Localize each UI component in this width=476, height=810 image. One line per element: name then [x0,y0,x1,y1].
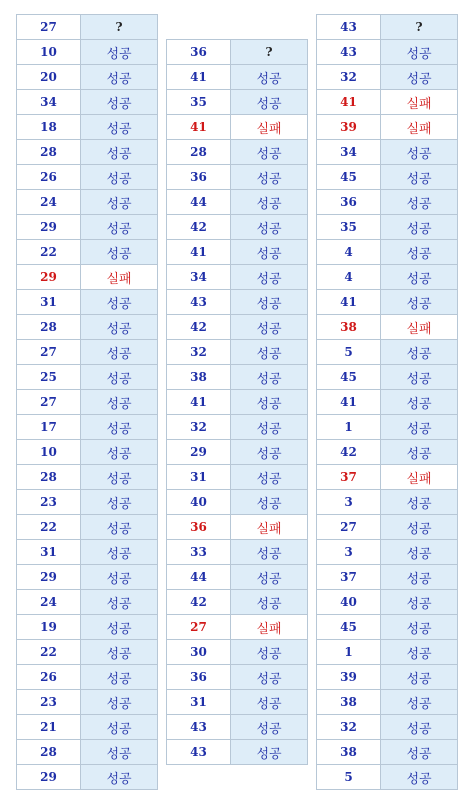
table-row [167,215,308,240]
success-result-cell: 성공 [81,440,158,465]
number-cell: 22 [17,640,81,665]
unknown-result-cell: ? [81,15,158,40]
fail-result-cell: 실패 [381,90,458,115]
table-row [317,390,458,415]
table-row [17,290,158,315]
number-cell: 4 [317,265,381,290]
number-cell: 38 [317,740,381,765]
number-cell: 27 [167,615,231,640]
success-result-cell: 성공 [81,465,158,490]
success-result-cell: 성공 [381,590,458,615]
number-cell: 28 [17,315,81,340]
success-result-cell: 성공 [81,365,158,390]
number-cell: 29 [17,215,81,240]
table-row [17,140,158,165]
number-cell: 10 [17,440,81,465]
success-result-cell: 성공 [81,290,158,315]
number-cell: 36 [167,165,231,190]
success-result-cell: 성공 [231,190,308,215]
table-row [317,765,458,790]
success-result-cell: 성공 [81,540,158,565]
number-cell: 28 [17,740,81,765]
number-cell: 3 [317,540,381,565]
fail-result-cell: 실패 [81,265,158,290]
number-cell: 28 [17,140,81,165]
table-row [17,90,158,115]
table-row [167,565,308,590]
table-row [17,765,158,790]
number-cell: 41 [167,115,231,140]
success-result-cell: 성공 [381,190,458,215]
table-row [167,115,308,140]
number-cell: 31 [17,540,81,565]
table-row [317,440,458,465]
success-result-cell: 성공 [231,590,308,615]
table-row [317,165,458,190]
table-row [167,440,308,465]
table-row [317,540,458,565]
success-result-cell: 성공 [231,565,308,590]
table-row [17,215,158,240]
table-row [317,640,458,665]
success-result-cell: 성공 [81,65,158,90]
number-cell: 43 [317,15,381,40]
success-result-cell: 성공 [381,615,458,640]
table-row [17,40,158,65]
number-cell: 29 [17,565,81,590]
fail-result-cell: 실패 [381,465,458,490]
table-row [17,665,158,690]
number-cell: 34 [167,265,231,290]
number-cell: 41 [167,240,231,265]
number-cell: 43 [167,290,231,315]
success-result-cell: 성공 [381,440,458,465]
number-cell: 27 [17,340,81,365]
table-row [317,615,458,640]
table-row [317,215,458,240]
success-result-cell: 성공 [381,365,458,390]
number-cell: 41 [317,90,381,115]
number-cell: 33 [167,540,231,565]
table-row [167,140,308,165]
number-cell: 32 [317,715,381,740]
number-cell: 42 [167,215,231,240]
table-row [17,590,158,615]
success-result-cell: 성공 [381,415,458,440]
table-row [17,515,158,540]
number-cell: 31 [167,465,231,490]
success-result-cell: 성공 [81,715,158,740]
header-row [167,40,308,65]
success-result-cell: 성공 [231,415,308,440]
success-result-cell: 성공 [231,140,308,165]
number-cell: 44 [167,190,231,215]
table-row [317,690,458,715]
table-row [317,40,458,65]
table-row [17,465,158,490]
table-row [17,640,158,665]
table-row [167,290,308,315]
success-result-cell: 성공 [381,265,458,290]
success-result-cell: 성공 [231,540,308,565]
number-cell: 35 [317,215,381,240]
success-result-cell: 성공 [231,740,308,765]
number-cell: 31 [17,290,81,315]
number-cell: 25 [17,365,81,390]
number-cell: 29 [17,265,81,290]
table-row [167,540,308,565]
number-cell: 1 [317,640,381,665]
table-row [167,615,308,640]
number-cell: 34 [317,140,381,165]
number-cell: 36 [317,190,381,215]
table-row [17,690,158,715]
fail-result-cell: 실패 [231,115,308,140]
table-row [167,340,308,365]
success-result-cell: 성공 [81,165,158,190]
table-row [317,190,458,215]
success-result-cell: 성공 [81,640,158,665]
table-row [17,390,158,415]
success-result-cell: 성공 [81,565,158,590]
number-cell: 1 [317,415,381,440]
success-result-cell: 성공 [381,515,458,540]
results-table-3 [316,14,458,790]
unknown-result-cell: ? [231,40,308,65]
table-row [167,240,308,265]
table-row [167,740,308,765]
results-table-1 [16,14,158,790]
success-result-cell: 성공 [81,515,158,540]
success-result-cell: 성공 [81,665,158,690]
success-result-cell: 성공 [381,565,458,590]
success-result-cell: 성공 [81,190,158,215]
fail-result-cell: 실패 [381,115,458,140]
number-cell: 43 [167,715,231,740]
table-row [167,90,308,115]
table-row [167,390,308,415]
number-cell: 38 [167,365,231,390]
success-result-cell: 성공 [381,240,458,265]
success-result-cell: 성공 [81,40,158,65]
number-cell: 27 [317,515,381,540]
table-row [317,115,458,140]
number-cell: 34 [17,90,81,115]
table-row [167,265,308,290]
success-result-cell: 성공 [231,365,308,390]
success-result-cell: 성공 [381,490,458,515]
table-row [17,265,158,290]
table-row [17,540,158,565]
number-cell: 28 [167,140,231,165]
table-row [17,365,158,390]
results-table-2 [166,39,308,765]
number-cell: 24 [17,190,81,215]
table-row [167,490,308,515]
success-result-cell: 성공 [231,90,308,115]
number-cell: 32 [317,65,381,90]
table-row [167,715,308,740]
table-row [317,490,458,515]
success-result-cell: 성공 [231,665,308,690]
success-result-cell: 성공 [231,490,308,515]
table-row [167,165,308,190]
number-cell: 45 [317,165,381,190]
table-row [317,365,458,390]
table-row [167,690,308,715]
table-row [317,90,458,115]
table-row [17,565,158,590]
table-row [317,665,458,690]
number-cell: 22 [17,240,81,265]
success-result-cell: 성공 [381,665,458,690]
number-cell: 39 [317,115,381,140]
success-result-cell: 성공 [381,690,458,715]
number-cell: 36 [167,40,231,65]
number-cell: 5 [317,765,381,790]
success-result-cell: 성공 [231,265,308,290]
number-cell: 38 [317,690,381,715]
number-cell: 22 [17,515,81,540]
table-row [167,315,308,340]
success-result-cell: 성공 [381,740,458,765]
number-cell: 37 [317,565,381,590]
table-row [317,565,458,590]
unknown-result-cell: ? [381,15,458,40]
number-cell: 42 [167,315,231,340]
number-cell: 28 [17,465,81,490]
number-cell: 18 [17,115,81,140]
table-row [317,265,458,290]
success-result-cell: 성공 [231,290,308,315]
success-result-cell: 성공 [81,115,158,140]
number-cell: 3 [317,490,381,515]
success-result-cell: 성공 [81,390,158,415]
table-row [167,640,308,665]
number-cell: 32 [167,340,231,365]
number-cell: 5 [317,340,381,365]
number-cell: 21 [17,715,81,740]
fail-result-cell: 실패 [231,515,308,540]
table-row [17,165,158,190]
success-result-cell: 성공 [81,140,158,165]
header-row [317,15,458,40]
success-result-cell: 성공 [231,640,308,665]
number-cell: 37 [317,465,381,490]
success-result-cell: 성공 [81,215,158,240]
number-cell: 40 [317,590,381,615]
success-result-cell: 성공 [231,465,308,490]
number-cell: 32 [167,415,231,440]
success-result-cell: 성공 [381,765,458,790]
success-result-cell: 성공 [381,290,458,315]
number-cell: 43 [167,740,231,765]
success-result-cell: 성공 [81,240,158,265]
table-row [317,315,458,340]
number-cell: 23 [17,490,81,515]
success-result-cell: 성공 [81,415,158,440]
number-cell: 45 [317,365,381,390]
table-row [17,490,158,515]
fail-result-cell: 실패 [231,615,308,640]
number-cell: 36 [167,665,231,690]
number-cell: 45 [317,615,381,640]
table-row [167,415,308,440]
number-cell: 10 [17,40,81,65]
success-result-cell: 성공 [81,90,158,115]
success-result-cell: 성공 [381,65,458,90]
success-result-cell: 성공 [231,65,308,90]
table-row [317,465,458,490]
number-cell: 43 [317,40,381,65]
success-result-cell: 성공 [231,340,308,365]
table-row [17,65,158,90]
success-result-cell: 성공 [81,615,158,640]
table-row [167,465,308,490]
number-cell: 41 [167,390,231,415]
number-cell: 42 [167,590,231,615]
table-row [17,615,158,640]
number-cell: 26 [17,665,81,690]
number-cell: 17 [17,415,81,440]
table-row [317,715,458,740]
table-row [317,240,458,265]
table-row [167,365,308,390]
table-row [167,590,308,615]
table-row [17,240,158,265]
number-cell: 42 [317,440,381,465]
success-result-cell: 성공 [381,215,458,240]
table-row [317,740,458,765]
success-result-cell: 성공 [381,140,458,165]
success-result-cell: 성공 [231,215,308,240]
success-result-cell: 성공 [81,315,158,340]
number-cell: 41 [317,290,381,315]
table-row [17,715,158,740]
success-result-cell: 성공 [81,690,158,715]
table-row [317,415,458,440]
success-result-cell: 성공 [381,715,458,740]
success-result-cell: 성공 [381,390,458,415]
number-cell: 31 [167,690,231,715]
number-cell: 44 [167,565,231,590]
success-result-cell: 성공 [81,740,158,765]
table-row [167,515,308,540]
success-result-cell: 성공 [81,590,158,615]
table-row [17,740,158,765]
success-result-cell: 성공 [231,440,308,465]
number-cell: 29 [167,440,231,465]
table-row [167,665,308,690]
table-row [17,115,158,140]
table-row [317,515,458,540]
table-row [17,340,158,365]
success-result-cell: 성공 [381,165,458,190]
number-cell: 40 [167,490,231,515]
table-row [317,140,458,165]
number-cell: 19 [17,615,81,640]
success-result-cell: 성공 [231,240,308,265]
success-result-cell: 성공 [231,165,308,190]
table-row [17,440,158,465]
success-result-cell: 성공 [381,340,458,365]
table-row [317,590,458,615]
table-row [317,65,458,90]
number-cell: 27 [17,390,81,415]
success-result-cell: 성공 [231,690,308,715]
success-result-cell: 성공 [381,640,458,665]
header-row [17,15,158,40]
number-cell: 38 [317,315,381,340]
success-result-cell: 성공 [381,40,458,65]
number-cell: 4 [317,240,381,265]
table-row [17,315,158,340]
table-row [317,290,458,315]
number-cell: 20 [17,65,81,90]
number-cell: 23 [17,690,81,715]
table-row [17,415,158,440]
success-result-cell: 성공 [231,715,308,740]
success-result-cell: 성공 [231,315,308,340]
fail-result-cell: 실패 [381,315,458,340]
success-result-cell: 성공 [381,540,458,565]
success-result-cell: 성공 [81,765,158,790]
number-cell: 41 [167,65,231,90]
success-result-cell: 성공 [81,340,158,365]
number-cell: 41 [317,390,381,415]
number-cell: 39 [317,665,381,690]
number-cell: 26 [17,165,81,190]
table-row [17,190,158,215]
table-row [167,190,308,215]
number-cell: 36 [167,515,231,540]
number-cell: 29 [17,765,81,790]
number-cell: 30 [167,640,231,665]
number-cell: 35 [167,90,231,115]
success-result-cell: 성공 [231,390,308,415]
number-cell: 27 [17,15,81,40]
success-result-cell: 성공 [81,490,158,515]
number-cell: 24 [17,590,81,615]
table-row [167,65,308,90]
table-row [317,340,458,365]
